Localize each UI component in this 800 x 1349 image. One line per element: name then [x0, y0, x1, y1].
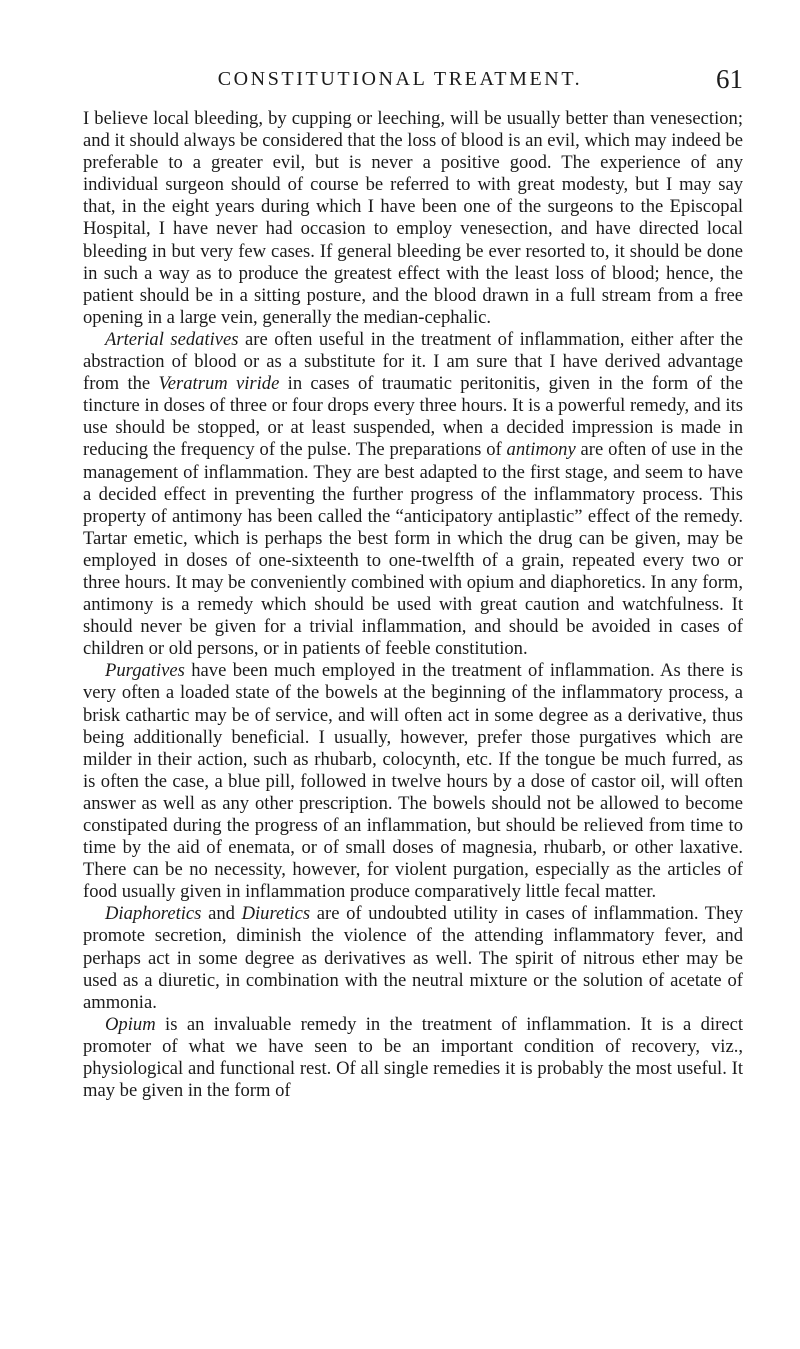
paragraph-purgatives: [83, 660, 743, 903]
text-run: are often of use in the management of inflammation. They are best adapted to the first stage, and seem to have a decided effect in preventing the further progress of the inflammatory process. This property of antimony has been called the “anticipatory antiplastic” effect of the remedy. Tartar emetic, which is perhaps the best form in which the drug can be given, may be employed in doses of one-sixteenth to one-twelfth of a grain, repeated every two or three hours. It may be conveniently combined with opium and diaphoretics. In any form, antimony is a remedy which should be used with great caution and watchfulness. It should never be given for a trivial inflammation, and should be avoided in cases of children or old persons, or in patients of feeble constitution.: [83, 439, 743, 660]
text-run: in cases of traumatic peritonitis, given in the form of the tincture in doses of three or four drops every three hours. It is a powerful remedy, and its use should be stopped, or at least suspended, when a decided impression is made in reducing the frequency of the pulse. The preparations of: [83, 373, 743, 461]
italic-term: Opium: [105, 1013, 156, 1035]
running-head: CONSTITUTIONAL TREATMENT.: [217, 68, 583, 90]
italic-term: Veratrum viride: [158, 373, 280, 395]
text-run: and: [201, 903, 242, 925]
page-header: [0, 64, 800, 100]
text-run: are often useful in the treatment of inflammation, either after the abstraction of blood or as a substitute for it. I am sure that I have derived advantage from the: [83, 328, 743, 395]
italic-term: Purgatives: [105, 660, 185, 682]
paragraph-diaphoretics-diuretics: [83, 903, 743, 1013]
italic-term: Diaphoretics: [105, 903, 202, 925]
paragraph-arterial-sedatives: [83, 329, 743, 660]
paragraph-local-bleeding: [83, 108, 743, 329]
text-run: are of undoubted utility in cases of inflammation. They promote secretion, diminish the violence of the attending inflammatory fever, and perhaps act in some degree as derivatives as well. The spirit of nitrous ether may be used as a diuretic, in combination with the neutral mixture or the solution of acetate of ammonia.: [83, 903, 743, 1013]
text-run: is an invaluable remedy in the treatment of inflammation. It is a direct promoter of what we have seen to be an important condition of recovery, viz., physiological and functional rest. Of all single remedies it is probably the most useful. It may be given in the form of: [83, 1013, 743, 1102]
italic-term: antimony: [506, 439, 576, 461]
italic-term: Arterial sedatives: [105, 328, 239, 350]
text-run: I believe local bleeding, by cupping or leeching, will be usually better than venesection; and it should always be considered that the loss of blood is an evil, which may indeed be preferable to a greater evil, but is never a positive good. The experience of any individual surgeon should of course be referred to with great modesty, but I may say that, in the eight years during which I have been one of the surgeons to the Episcopal Hospital, I have never had occasion to employ venesection, and have directed local bleeding in but very few cases. If general bleeding be ever resorted to, it should be done in such a way as to produce the greatest effect with the least loss of blood; hence, the patient should be in a sitting posture, and the blood drawn in a full stream from a free opening in a large vein, generally the median-cephalic.: [83, 108, 743, 328]
italic-term: Diuretics: [241, 903, 311, 925]
body-text: [83, 108, 743, 1102]
text-run: have been much employed in the treatment of inflammation. As there is very often a loaded state of the bowels at the beginning of the inflammatory process, a brisk cathartic may be of service, and will often act in some degree as a derivative, thus being additionally beneficial. I usually, however, prefer those purgatives which are milder in their action, such as rhubarb, colocynth, etc. If the tongue be much furred, as is often the case, a blue pill, followed in twelve hours by a dose of castor oil, will often answer as well as any other prescription. The bowels should not be allowed to become constipated during the progress of an inflammation, but should be relieved from time to time by the aid of enemata, or of small doses of magnesia, rhubarb, or other laxative. There can be no necessity, however, for violent purgation, especially as the articles of food usually given in inflammation produce comparatively little fecal matter.: [83, 660, 743, 903]
page-number: 61: [716, 64, 743, 94]
paragraph-opium: [83, 1014, 743, 1102]
